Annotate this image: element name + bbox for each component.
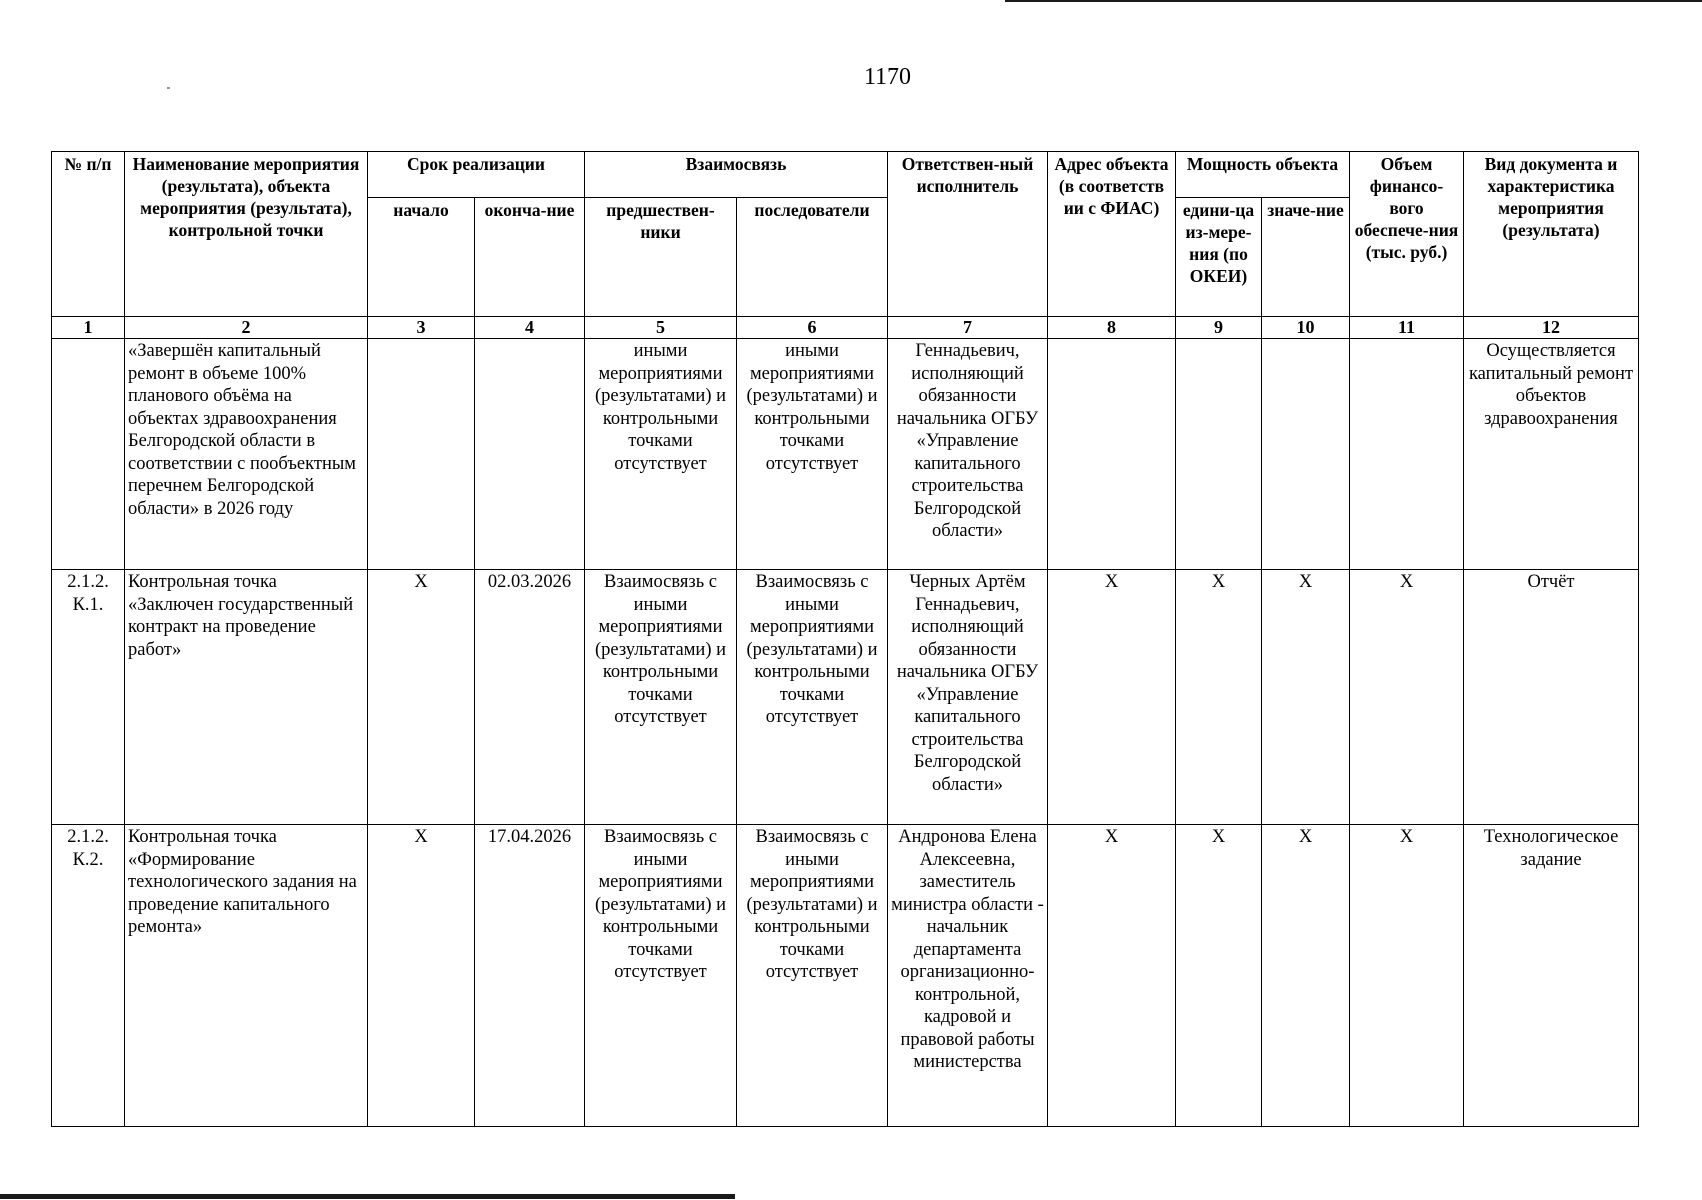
col-number: 2 — [125, 317, 368, 339]
cell-end — [475, 339, 585, 570]
header-term: Срок реализации — [368, 152, 585, 198]
col-number: 10 — [1262, 317, 1350, 339]
table-row — [52, 339, 1639, 570]
plan-table — [51, 151, 1639, 1127]
cell-end: 02.03.2026 — [475, 570, 585, 825]
table-row — [52, 825, 1639, 1127]
cell-num: 2.1.2. К.1. — [52, 570, 125, 825]
col-number: 12 — [1464, 317, 1639, 339]
header-cap-value: значе-ние — [1262, 198, 1350, 317]
header-term-end: оконча-ние — [475, 198, 585, 317]
cell-address: X — [1048, 825, 1176, 1127]
header-executor: Ответствен-ный исполнитель — [888, 152, 1048, 317]
col-number: 3 — [368, 317, 475, 339]
cell-prev: Взаимосвязь с иными мероприятиями (результатами) и контрольными точками отсутствует — [585, 825, 737, 1127]
cell-num — [52, 339, 125, 570]
cell-name: «Завершён капитальный ремонт в объеме 100% планового объёма на объектах здравоохранения Белгородской области в соответствии с пообъектным перечнем Белгородской области» в 2026 году — [125, 339, 368, 570]
header-doc: Вид документа и характеристика мероприятия (результата) — [1464, 152, 1639, 317]
cell-address — [1048, 339, 1176, 570]
cell-start: X — [368, 825, 475, 1127]
cell-finance — [1350, 339, 1464, 570]
cell-finance: X — [1350, 825, 1464, 1127]
cell-value: X — [1262, 570, 1350, 825]
header-capacity: Мощность объекта — [1176, 152, 1350, 198]
cell-address: X — [1048, 570, 1176, 825]
cell-executor: Черных Артём Геннадьевич, исполняющий обязанности начальника ОГБУ «Управление капитального строительства Белгородской области» — [888, 570, 1048, 825]
col-number: 6 — [737, 317, 888, 339]
cell-doc: Технологическое задание — [1464, 825, 1639, 1127]
col-number: 5 — [585, 317, 737, 339]
cell-unit — [1176, 339, 1262, 570]
cell-value — [1262, 339, 1350, 570]
header-name: Наименование мероприятия (результата), объекта мероприятия (результата), контрольной точки — [125, 152, 368, 317]
cell-executor: Геннадьевич, исполняющий обязанности начальника ОГБУ «Управление капитального строительства Белгородской области» — [888, 339, 1048, 570]
cell-next: Взаимосвязь с иными мероприятиями (результатами) и контрольными точками отсутствует — [737, 825, 888, 1127]
cell-unit: X — [1176, 570, 1262, 825]
cell-prev: Взаимосвязь с иными мероприятиями (результатами) и контрольными точками отсутствует — [585, 570, 737, 825]
header-link-prev: предшествен-ники — [585, 198, 737, 317]
cell-name: Контрольная точка «Заключен государственный контракт на проведение работ» — [125, 570, 368, 825]
cell-executor: Андронова Елена Алексеевна, заместитель министра области - начальник департамента организационно-контрольной, кадровой и правовой работы министерства — [888, 825, 1048, 1127]
cell-num: 2.1.2. К.2. — [52, 825, 125, 1127]
col-number: 11 — [1350, 317, 1464, 339]
cell-name: Контрольная точка «Формирование технологического задания на проведение капитального ремонта» — [125, 825, 368, 1127]
cell-finance: X — [1350, 570, 1464, 825]
cell-start — [368, 339, 475, 570]
header-cap-unit: едини-ца из-мере-ния (по ОКЕИ) — [1176, 198, 1262, 317]
header-num: № п/п — [52, 152, 125, 317]
header-address: Адрес объекта (в соответств ии с ФИАС) — [1048, 152, 1176, 317]
table-row — [52, 570, 1639, 825]
page-number: 1170 — [863, 64, 912, 90]
col-number: 7 — [888, 317, 1048, 339]
header-link: Взаимосвязь — [585, 152, 888, 198]
col-number: 1 — [52, 317, 125, 339]
cell-unit: X — [1176, 825, 1262, 1127]
scan-edge-line — [0, 1194, 735, 1199]
cell-prev: иными мероприятиями (результатами) и контрольными точками отсутствует — [585, 339, 737, 570]
scan-edge-line — [1005, 0, 1702, 2]
header-finance: Объем финансо-вого обеспече-ния (тыс. руб.) — [1350, 152, 1464, 317]
cell-next: Взаимосвязь с иными мероприятиями (результатами) и контрольными точками отсутствует — [737, 570, 888, 825]
cell-end: 17.04.2026 — [475, 825, 585, 1127]
header-term-start: начало — [368, 198, 475, 317]
cell-doc: Отчёт — [1464, 570, 1639, 825]
col-number: 4 — [475, 317, 585, 339]
cell-doc: Осуществляется капитальный ремонт объектов здравоохранения — [1464, 339, 1639, 570]
header-link-next: последователи — [737, 198, 888, 317]
cell-start: X — [368, 570, 475, 825]
cell-value: X — [1262, 825, 1350, 1127]
cell-next: иными мероприятиями (результатами) и контрольными точками отсутствует — [737, 339, 888, 570]
col-number: 9 — [1176, 317, 1262, 339]
col-number: 8 — [1048, 317, 1176, 339]
